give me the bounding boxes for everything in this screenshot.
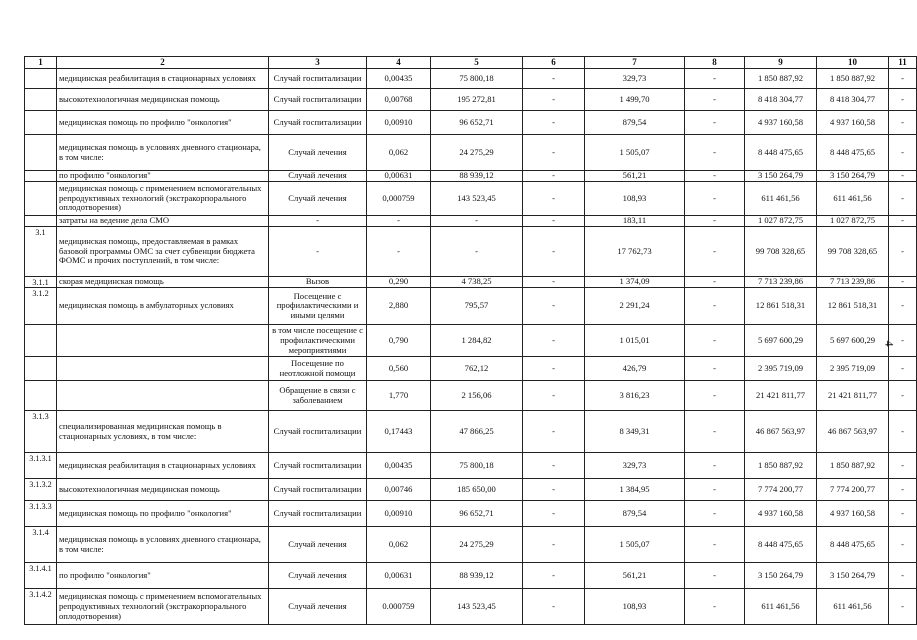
per-capita-value: 183,11	[585, 216, 685, 227]
row-number: 3.1.4.2	[25, 589, 57, 625]
col6-value: -	[523, 563, 585, 589]
total-col9: 3 150 264,79	[745, 563, 817, 589]
total-col10: 4 937 160,58	[817, 501, 889, 527]
row-description	[57, 381, 269, 411]
row-description: затраты на ведение дела СМО	[57, 216, 269, 227]
col11-value: -	[889, 563, 917, 589]
table-row	[25, 89, 917, 111]
unit-of-measure: в том числе посещение с профилактическими мероприятиями	[269, 325, 367, 357]
col8-value: -	[685, 563, 745, 589]
row-description: медицинская помощь, предоставляемая в рамках базовой программы ОМС за счет субвенции бюджета ФОМС и прочих поступлений, в том числе:	[57, 227, 269, 277]
per-capita-value: 1 499,70	[585, 89, 685, 111]
col8-value: -	[685, 357, 745, 381]
unit-of-measure: Случай госпитализации	[269, 479, 367, 501]
row-description: медицинская помощь по профилю "онкология"	[57, 111, 269, 135]
column-header: 5	[431, 57, 523, 69]
col6-value: -	[523, 89, 585, 111]
volume-value: 0,00746	[367, 479, 431, 501]
row-number	[25, 216, 57, 227]
total-col10: 8 448 475,65	[817, 135, 889, 171]
total-col10: 8 448 475,65	[817, 527, 889, 563]
unit-of-measure: -	[269, 216, 367, 227]
unit-of-measure: Посещение по неотложной помощи	[269, 357, 367, 381]
table-row	[25, 411, 917, 453]
row-number	[25, 135, 57, 171]
col6-value: -	[523, 501, 585, 527]
row-number	[25, 89, 57, 111]
column-header: 2	[57, 57, 269, 69]
col8-value: -	[685, 479, 745, 501]
volume-value: 0,290	[367, 277, 431, 288]
col8-value: -	[685, 135, 745, 171]
col8-value: -	[685, 277, 745, 288]
cost-per-unit: 96 652,71	[431, 111, 523, 135]
col11-value: -	[889, 111, 917, 135]
total-col9: 7 774 200,77	[745, 479, 817, 501]
volume-value: 0,00910	[367, 501, 431, 527]
col6-value: -	[523, 288, 585, 325]
cost-per-unit: 88 939,12	[431, 171, 523, 182]
col6-value: -	[523, 216, 585, 227]
volume-value: 0,000759	[367, 182, 431, 216]
total-col9: 99 708 328,65	[745, 227, 817, 277]
table-row	[25, 589, 917, 625]
col8-value: -	[685, 182, 745, 216]
row-description: медицинская помощь в условиях дневного стационара, в том числе:	[57, 527, 269, 563]
table-row	[25, 527, 917, 563]
col8-value: -	[685, 111, 745, 135]
cost-per-unit: 75 800,18	[431, 453, 523, 479]
cost-per-unit: 185 650,00	[431, 479, 523, 501]
total-col10: 1 850 887,92	[817, 69, 889, 89]
per-capita-value: 1 374,09	[585, 277, 685, 288]
col8-value: -	[685, 227, 745, 277]
per-capita-value: 108,93	[585, 589, 685, 625]
volume-value: 0,790	[367, 325, 431, 357]
table-row	[25, 227, 917, 277]
cost-per-unit: 75 800,18	[431, 69, 523, 89]
unit-of-measure: Случай госпитализации	[269, 111, 367, 135]
col11-value: -	[889, 479, 917, 501]
col8-value: -	[685, 69, 745, 89]
col6-value: -	[523, 589, 585, 625]
row-number: 3.1.3.1	[25, 453, 57, 479]
row-description: высокотехнологичная медицинская помощь	[57, 89, 269, 111]
table-row	[25, 135, 917, 171]
table-row	[25, 501, 917, 527]
row-number: 3.1.3.2	[25, 479, 57, 501]
volume-value: 0,560	[367, 357, 431, 381]
cost-per-unit: 762,12	[431, 357, 523, 381]
total-col10: 4 937 160,58	[817, 111, 889, 135]
row-number: 3.1.3	[25, 411, 57, 453]
unit-of-measure: Обращение в связи с заболеванием	[269, 381, 367, 411]
column-header: 9	[745, 57, 817, 69]
col8-value: -	[685, 325, 745, 357]
per-capita-value: 561,21	[585, 563, 685, 589]
col8-value: -	[685, 453, 745, 479]
column-header: 10	[817, 57, 889, 69]
col6-value: -	[523, 227, 585, 277]
col6-value: -	[523, 111, 585, 135]
row-description: медицинская помощь с применением вспомогательных репродуктивных технологий (экстракорпорального оплодотворения)	[57, 589, 269, 625]
per-capita-value: 561,21	[585, 171, 685, 182]
col6-value: -	[523, 411, 585, 453]
table-header	[25, 57, 917, 69]
volume-value: 1,770	[367, 381, 431, 411]
per-capita-value: 108,93	[585, 182, 685, 216]
volume-value: 0.000759	[367, 589, 431, 625]
unit-of-measure: Случай лечения	[269, 182, 367, 216]
col11-value: -	[889, 227, 917, 277]
per-capita-value: 1 505,07	[585, 527, 685, 563]
row-number	[25, 111, 57, 135]
row-number: 3.1.4.1	[25, 563, 57, 589]
cost-per-unit: 4 738,25	[431, 277, 523, 288]
table-row	[25, 325, 917, 357]
col11-value: -	[889, 411, 917, 453]
column-header: 8	[685, 57, 745, 69]
col6-value: -	[523, 453, 585, 479]
row-number	[25, 325, 57, 357]
row-description: медицинская помощь по профилю "онкология"	[57, 501, 269, 527]
col11-value: -	[889, 171, 917, 182]
per-capita-value: 329,73	[585, 69, 685, 89]
row-number: 3.1	[25, 227, 57, 277]
total-col10: 8 418 304,77	[817, 89, 889, 111]
row-number: 3.1.1	[25, 277, 57, 288]
col8-value: -	[685, 589, 745, 625]
unit-of-measure: Случай лечения	[269, 527, 367, 563]
total-col10: 3 150 264,79	[817, 563, 889, 589]
per-capita-value: 2 291,24	[585, 288, 685, 325]
row-description: по профилю "онкология"	[57, 563, 269, 589]
column-header: 3	[269, 57, 367, 69]
total-col10: 46 867 563,97	[817, 411, 889, 453]
row-description: по профилю "онкология"	[57, 171, 269, 182]
row-description: высокотехнологичная медицинская помощь	[57, 479, 269, 501]
total-col10: 611 461,56	[817, 589, 889, 625]
total-col9: 46 867 563,97	[745, 411, 817, 453]
row-number: 3.1.2	[25, 288, 57, 325]
column-header: 1	[25, 57, 57, 69]
total-col9: 2 395 719,09	[745, 357, 817, 381]
unit-of-measure: Случай лечения	[269, 563, 367, 589]
cost-per-unit: -	[431, 227, 523, 277]
col6-value: -	[523, 277, 585, 288]
col11-value: -	[889, 325, 917, 357]
unit-of-measure: Случай лечения	[269, 589, 367, 625]
col8-value: -	[685, 216, 745, 227]
col8-value: -	[685, 89, 745, 111]
unit-of-measure: Случай госпитализации	[269, 69, 367, 89]
total-col10: 7 774 200,77	[817, 479, 889, 501]
page-number: 4	[882, 340, 897, 347]
col6-value: -	[523, 171, 585, 182]
row-number	[25, 69, 57, 89]
col11-value: -	[889, 288, 917, 325]
per-capita-value: 1 015,01	[585, 325, 685, 357]
per-capita-value: 1 384,95	[585, 479, 685, 501]
cost-per-unit: 1 284,82	[431, 325, 523, 357]
total-col10: 21 421 811,77	[817, 381, 889, 411]
col11-value: -	[889, 381, 917, 411]
cost-per-unit: 143 523,45	[431, 182, 523, 216]
col8-value: -	[685, 501, 745, 527]
col6-value: -	[523, 69, 585, 89]
total-col9: 1 850 887,92	[745, 453, 817, 479]
row-number: 3.1.4	[25, 527, 57, 563]
volume-value: 0,062	[367, 527, 431, 563]
total-col9: 3 150 264,79	[745, 171, 817, 182]
total-col9: 611 461,56	[745, 589, 817, 625]
total-col9: 7 713 239,86	[745, 277, 817, 288]
table-row	[25, 479, 917, 501]
total-col10: 99 708 328,65	[817, 227, 889, 277]
table-row	[25, 171, 917, 182]
total-col10: 1 027 872,75	[817, 216, 889, 227]
volume-value: 0,00435	[367, 69, 431, 89]
volume-value: 0,00768	[367, 89, 431, 111]
cost-per-unit: 24 275,29	[431, 135, 523, 171]
col6-value: -	[523, 479, 585, 501]
per-capita-value: 426,79	[585, 357, 685, 381]
volume-value: 0,00435	[367, 453, 431, 479]
table-row	[25, 381, 917, 411]
cost-per-unit: -	[431, 216, 523, 227]
row-description: медицинская помощь в условиях дневного стационара, в том числе:	[57, 135, 269, 171]
table-row	[25, 216, 917, 227]
table-row	[25, 453, 917, 479]
unit-of-measure: Случай лечения	[269, 135, 367, 171]
unit-of-measure: Случай госпитализации	[269, 453, 367, 479]
table-body	[25, 69, 917, 625]
cost-per-unit: 195 272,81	[431, 89, 523, 111]
row-description	[57, 325, 269, 357]
column-header: 6	[523, 57, 585, 69]
row-description: специализированная медицинская помощь в стационарных условиях, в том числе:	[57, 411, 269, 453]
total-col9: 1 850 887,92	[745, 69, 817, 89]
row-description: медицинская помощь с применением вспомогательных репродуктивных технологий (экстракорпорального оплодотворения)	[57, 182, 269, 216]
row-description	[57, 357, 269, 381]
col11-value: -	[889, 357, 917, 381]
cost-per-unit: 143 523,45	[431, 589, 523, 625]
total-col9: 8 448 475,65	[745, 135, 817, 171]
per-capita-value: 1 505,07	[585, 135, 685, 171]
col6-value: -	[523, 325, 585, 357]
col11-value: -	[889, 135, 917, 171]
total-col10: 1 850 887,92	[817, 453, 889, 479]
table-row	[25, 111, 917, 135]
cost-per-unit: 88 939,12	[431, 563, 523, 589]
column-header: 11	[889, 57, 917, 69]
total-col9: 12 861 518,31	[745, 288, 817, 325]
total-col10: 12 861 518,31	[817, 288, 889, 325]
col11-value: -	[889, 453, 917, 479]
col8-value: -	[685, 411, 745, 453]
total-col9: 1 027 872,75	[745, 216, 817, 227]
volume-value: 0,062	[367, 135, 431, 171]
col6-value: -	[523, 135, 585, 171]
cost-per-unit: 96 652,71	[431, 501, 523, 527]
total-col9: 611 461,56	[745, 182, 817, 216]
row-description: медицинская реабилитация в стационарных условиях	[57, 453, 269, 479]
col11-value: -	[889, 216, 917, 227]
col6-value: -	[523, 182, 585, 216]
per-capita-value: 879,54	[585, 501, 685, 527]
total-col10: 7 713 239,86	[817, 277, 889, 288]
table-row	[25, 563, 917, 589]
col6-value: -	[523, 527, 585, 563]
cost-per-unit: 24 275,29	[431, 527, 523, 563]
per-capita-value: 3 816,23	[585, 381, 685, 411]
col11-value: -	[889, 589, 917, 625]
col11-value: -	[889, 527, 917, 563]
col11-value: -	[889, 69, 917, 89]
cost-per-unit: 795,57	[431, 288, 523, 325]
total-col9: 4 937 160,58	[745, 111, 817, 135]
column-header: 7	[585, 57, 685, 69]
row-description: скорая медицинская помощь	[57, 277, 269, 288]
per-capita-value: 8 349,31	[585, 411, 685, 453]
volume-value: -	[367, 216, 431, 227]
col11-value: -	[889, 277, 917, 288]
unit-of-measure: Случай госпитализации	[269, 501, 367, 527]
table-row	[25, 69, 917, 89]
volume-value: 0,17443	[367, 411, 431, 453]
cost-per-unit: 47 866,25	[431, 411, 523, 453]
per-capita-value: 329,73	[585, 453, 685, 479]
row-number	[25, 357, 57, 381]
table-row	[25, 277, 917, 288]
row-number: 3.1.3.3	[25, 501, 57, 527]
financing-table	[24, 56, 917, 625]
row-number	[25, 171, 57, 182]
volume-value: -	[367, 227, 431, 277]
column-header: 4	[367, 57, 431, 69]
total-col10: 611 461,56	[817, 182, 889, 216]
col6-value: -	[523, 381, 585, 411]
volume-value: 0,00631	[367, 563, 431, 589]
total-col9: 8 448 475,65	[745, 527, 817, 563]
row-number	[25, 182, 57, 216]
total-col10: 5 697 600,29	[817, 325, 889, 357]
unit-of-measure: -	[269, 227, 367, 277]
unit-of-measure: Случай госпитализации	[269, 89, 367, 111]
row-description: медицинская реабилитация в стационарных условиях	[57, 69, 269, 89]
total-col9: 21 421 811,77	[745, 381, 817, 411]
row-number	[25, 381, 57, 411]
per-capita-value: 879,54	[585, 111, 685, 135]
unit-of-measure: Случай госпитализации	[269, 411, 367, 453]
volume-value: 2,880	[367, 288, 431, 325]
col11-value: -	[889, 501, 917, 527]
table-row	[25, 182, 917, 216]
col11-value: -	[889, 182, 917, 216]
volume-value: 0,00910	[367, 111, 431, 135]
total-col10: 2 395 719,09	[817, 357, 889, 381]
volume-value: 0,00631	[367, 171, 431, 182]
total-col9: 4 937 160,58	[745, 501, 817, 527]
cost-per-unit: 2 156,06	[431, 381, 523, 411]
unit-of-measure: Посещение с профилактическими и иными целями	[269, 288, 367, 325]
unit-of-measure: Вызов	[269, 277, 367, 288]
total-col9: 8 418 304,77	[745, 89, 817, 111]
col8-value: -	[685, 381, 745, 411]
total-col10: 3 150 264,79	[817, 171, 889, 182]
total-col9: 5 697 600,29	[745, 325, 817, 357]
col6-value: -	[523, 357, 585, 381]
col8-value: -	[685, 288, 745, 325]
col8-value: -	[685, 171, 745, 182]
row-description: медицинская помощь в амбулаторных условиях	[57, 288, 269, 325]
col8-value: -	[685, 527, 745, 563]
unit-of-measure: Случай лечения	[269, 171, 367, 182]
table-row	[25, 357, 917, 381]
table-row	[25, 288, 917, 325]
col11-value: -	[889, 89, 917, 111]
per-capita-value: 17 762,73	[585, 227, 685, 277]
